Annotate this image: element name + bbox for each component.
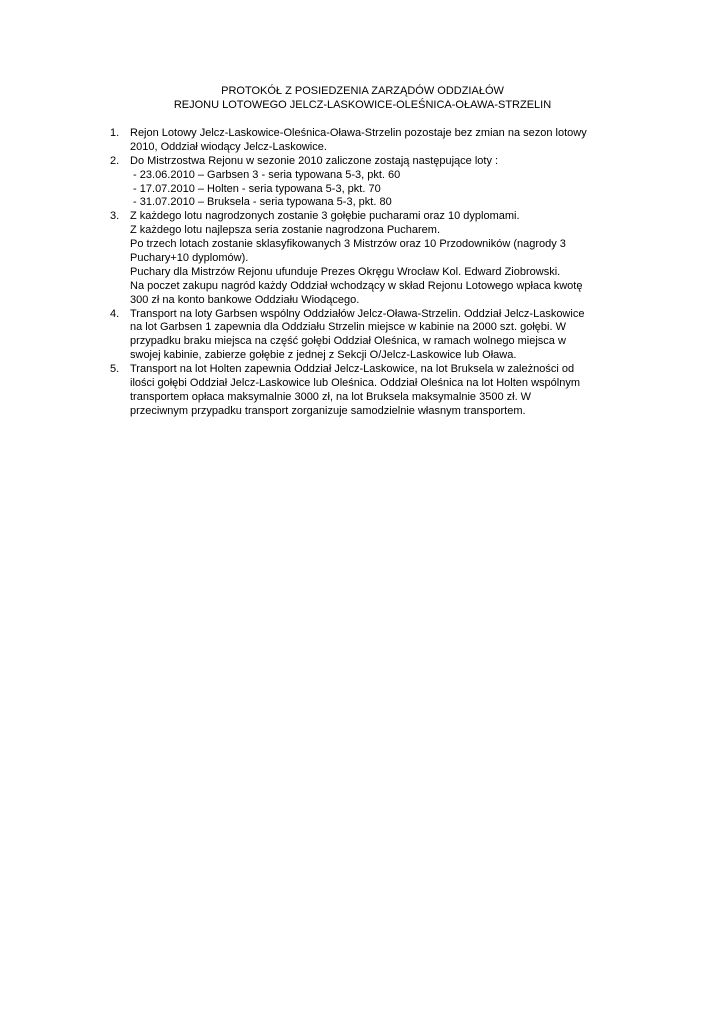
- list-item-3: [110, 210, 640, 307]
- item-text-line: transportem opłaca maksymalnie 3000 zł, na lot Bruksela maksymalnie 3500 zł. W: [130, 390, 532, 403]
- title-line-2: REJONU LOTOWEGO JELCZ-LASKOWICE-OLEŚNICA-OŁAWA-STRZELIN: [173, 99, 552, 111]
- item-text-line: Z każdego lotu nagrodzonych zostanie 3 gołębie pucharami oraz 10 dyplomami.: [130, 210, 520, 223]
- item-text-line: Transport na loty Garbsen wspólny Oddziałów Jelcz-Oława-Strzelin. Oddział Jelcz-Laskowice: [130, 307, 585, 320]
- document-title: [0, 84, 725, 112]
- item-number: 5.: [110, 363, 120, 376]
- item-text-line: na lot Garbsen 1 zapewnia dla Oddziału Strzelin miejsce w kabinie na 2000 szt. gołębi. W: [130, 321, 566, 334]
- item-text-line: Transport na lot Holten zapewnia Oddział Jelcz-Laskowice, na lot Bruksela w zależności od: [130, 363, 575, 376]
- item-text-line: ilości gołębi Oddział Jelcz-Laskowice lub Oleśnica. Oddział Oleśnica na lot Holten wspólnym: [130, 377, 580, 390]
- item-number: 3.: [110, 210, 120, 223]
- list-item-5: [110, 363, 640, 419]
- flight-entry: - 31.07.2010 – Bruksela - seria typowana 5-3, pkt. 80: [130, 196, 392, 209]
- item-text-line: swojej kabinie, zabierze gołębie z jednej z Sekcji O/Jelcz-Laskowice lub Oława.: [130, 349, 517, 362]
- title-line-1: PROTOKÓŁ Z POSIEDZENIA ZARZĄDÓW ODDZIAŁÓW: [221, 85, 504, 97]
- item-text-line: 300 zł na konto bankowe Oddziału Wiodącego.: [130, 293, 360, 306]
- list-item-1: [110, 127, 640, 155]
- item-text-line: Po trzech lotach zostanie sklasyfikowanych 3 Mistrzów oraz 10 Przodowników (nagrody 3: [130, 238, 566, 251]
- item-text-line: 2010, Oddział wiodący Jelcz-Laskowice.: [130, 140, 327, 153]
- item-text-line: przypadku braku miejsca na część gołębi Oddział Oleśnica, w ramach wolnego miejsca w: [130, 335, 566, 348]
- item-number: 1.: [110, 127, 120, 139]
- item-text-line: Puchary+10 dyplomów).: [130, 252, 249, 265]
- item-number: 2.: [110, 154, 120, 167]
- item-number: 4.: [110, 307, 120, 320]
- list-item-4: [110, 308, 640, 364]
- numbered-list: [110, 127, 640, 419]
- item-text-line: Rejon Lotowy Jelcz-Laskowice-Oleśnica-Oława-Strzelin pozostaje bez zmian na sezon lotowy: [130, 127, 587, 139]
- item-text-line: Na poczet zakupu nagród każdy Oddział wchodzący w skład Rejonu Lotowego wpłaca kwotę: [130, 279, 583, 292]
- item-text-line: Z każdego lotu najlepsza seria zostanie nagrodzona Pucharem.: [130, 224, 441, 237]
- item-text-line: przeciwnym przypadku transport zorganizuje samodzielnie własnym transportem.: [130, 404, 526, 417]
- item-text-line: Puchary dla Mistrzów Rejonu ufunduje Prezes Okręgu Wrocław Kol. Edward Ziobrowski.: [130, 265, 561, 278]
- flight-entry: - 17.07.2010 – Holten - seria typowana 5-3, pkt. 70: [130, 182, 381, 195]
- list-item-2: [110, 155, 640, 211]
- flight-entry: - 23.06.2010 – Garbsen 3 - seria typowana 5-3, pkt. 60: [130, 168, 401, 181]
- item-text-line: Do Mistrzostwa Rejonu w sezonie 2010 zaliczone zostają następujące loty :: [130, 154, 499, 167]
